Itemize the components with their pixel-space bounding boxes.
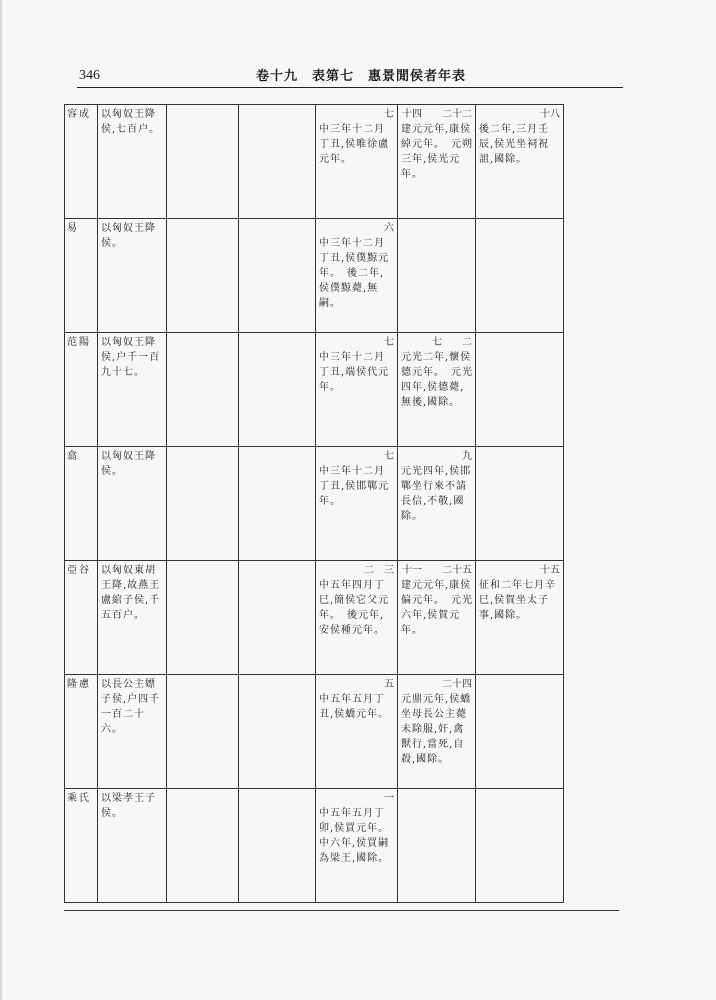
fief-name-cell [65, 675, 98, 789]
reign-event-text: 中三年十二月丁丑,端侯代元年。 [319, 352, 390, 393]
reign-cell [476, 219, 564, 333]
table-row [65, 789, 620, 903]
fief-name-cell [65, 333, 98, 447]
reign-cell [316, 675, 398, 789]
enfeoffment-reason: 以梁孝王子侯。 [101, 793, 156, 819]
running-head: 卷十九 表第七 惠景閒侯者年表 [256, 69, 467, 84]
reign-cell-empty [167, 561, 239, 675]
fief-name-cell [65, 105, 98, 219]
reign-cell [476, 789, 564, 903]
reign-event-text: 中五年五月丁卯,侯買元年。 中六年,侯買嗣為梁王,國除。 [319, 808, 396, 864]
reign-event-text: 征和二年七月辛巳,侯賀坐太子事,國除。 [479, 580, 556, 621]
reign-years-count: 一 [384, 793, 394, 804]
reign-event-text: 中三年十二月丁丑,侯邯鄲元年。 [319, 466, 390, 507]
fief-name: 亞谷 [67, 565, 91, 576]
reign-years-count: 五 [384, 679, 394, 690]
reign-event-text: 後二年,三月壬辰,侯光坐祠祝詛,國除。 [479, 124, 550, 165]
reign-event-text: 元光二年,懷侯德元年。 元光四年,侯德薨,無後,國除。 [401, 352, 473, 408]
fief-name: 乘氏 [67, 793, 91, 804]
enfeoffment-reason-cell [98, 105, 167, 219]
reign-years-count: 七 二 [432, 337, 472, 348]
reign-cell-empty [167, 219, 239, 333]
fief-name: 范陽 [67, 337, 91, 348]
reign-years-count: 十四 二十二 [402, 109, 472, 120]
page-number: 346 [79, 68, 100, 83]
reign-years-count: 十八 [540, 109, 560, 120]
marquis-register-table [64, 104, 620, 903]
reign-event-text: 建元元年,康侯綽元年。 元朔三年,侯光元年。 [401, 124, 473, 180]
reign-cell [398, 561, 476, 675]
reign-cell [476, 105, 564, 219]
reign-cell-empty [239, 333, 316, 447]
reign-cell [316, 789, 398, 903]
table-row [65, 333, 620, 447]
reign-years-count: 九 [462, 451, 472, 462]
reign-cell-empty [239, 789, 316, 903]
reign-years-count: 十一 二十五 [402, 565, 472, 576]
reign-event-text: 元光四年,侯邯鄲坐行來不請長信,不敬,國除。 [401, 466, 472, 522]
enfeoffment-reason: 以匈奴王降侯,七百户。 [101, 109, 161, 135]
reign-cell-empty [167, 333, 239, 447]
reign-cell [316, 447, 398, 561]
reign-cell-empty [239, 447, 316, 561]
reign-event-text: 中三年十二月丁丑,侯僕黥元年。 後二年,侯僕黥薨,無嗣。 [319, 238, 390, 309]
table-row [65, 219, 620, 333]
fief-name: 容成 [67, 109, 91, 120]
header-rule [77, 87, 623, 88]
reign-cell [398, 447, 476, 561]
reign-cell-empty [239, 561, 316, 675]
reign-event-text: 中五年四月丁巳,簡侯它父元年。 後元年,安侯種元年。 [319, 580, 390, 636]
reign-cell [316, 333, 398, 447]
reign-cell [398, 333, 476, 447]
reign-cell [476, 675, 564, 789]
enfeoffment-reason-cell [98, 675, 167, 789]
enfeoffment-reason: 以匈奴王降侯。 [101, 223, 156, 249]
reign-cell [476, 447, 564, 561]
reign-event-text: 中三年十二月丁丑,侯唯徐盧元年。 [319, 124, 390, 165]
fief-name: 隆慮 [67, 679, 91, 690]
fief-name-cell [65, 789, 98, 903]
fief-name-cell [65, 219, 98, 333]
reign-cell [316, 219, 398, 333]
enfeoffment-reason: 以匈奴東胡王降,故燕王盧綰子侯,千五百户。 [101, 565, 161, 621]
enfeoffment-reason-cell [98, 333, 167, 447]
reign-years-count: 七 [384, 451, 394, 462]
reign-cell [476, 333, 564, 447]
table-bottom-rule [64, 910, 619, 911]
page-gutter [0, 0, 2, 1000]
enfeoffment-reason-cell [98, 219, 167, 333]
reign-cell-empty [167, 105, 239, 219]
table-row [65, 447, 620, 561]
reign-years-count: 二 三 [364, 565, 394, 576]
reign-cell-empty [167, 789, 239, 903]
reign-cell [398, 219, 476, 333]
fief-name: 翕 [67, 451, 79, 462]
reign-cell [398, 675, 476, 789]
reign-event-text: 元鼎元年,侯蟜坐母長公主薨未除服,奸,禽獸行,當死,自殺,國除。 [401, 694, 472, 765]
reign-cell [398, 105, 476, 219]
enfeoffment-reason: 以匈奴王降侯,户千一百九十七。 [101, 337, 161, 378]
enfeoffment-reason: 以匈奴王降侯。 [101, 451, 156, 477]
reign-cell [398, 789, 476, 903]
enfeoffment-reason: 以長公主嫖子侯,户四千一百二十六。 [101, 679, 161, 735]
enfeoffment-reason-cell [98, 561, 167, 675]
reign-event-text: 建元元年,康侯偏元年。 元光六年,侯賀元年。 [401, 580, 473, 636]
reign-cell [476, 561, 564, 675]
reign-cell [316, 105, 398, 219]
reign-years-count: 六 [384, 223, 394, 234]
fief-name-cell [65, 561, 98, 675]
fief-name: 易 [67, 223, 79, 234]
table-row [65, 675, 620, 789]
enfeoffment-reason-cell [98, 447, 167, 561]
fief-name-cell [65, 447, 98, 561]
table-row [65, 105, 620, 219]
reign-years-count: 七 [384, 109, 394, 120]
reign-years-count: 二十四 [442, 679, 472, 690]
reign-cell-empty [167, 447, 239, 561]
reign-cell-empty [239, 675, 316, 789]
reign-cell-empty [167, 675, 239, 789]
reign-event-text: 中五年五月丁丑,侯蟜元年。 [319, 694, 390, 720]
reign-cell-empty [239, 105, 316, 219]
reign-years-count: 七 [384, 337, 394, 348]
enfeoffment-reason-cell [98, 789, 167, 903]
reign-cell [316, 561, 398, 675]
reign-years-count: 十五 [540, 565, 560, 576]
table-row [65, 561, 620, 675]
reign-cell-empty [239, 219, 316, 333]
